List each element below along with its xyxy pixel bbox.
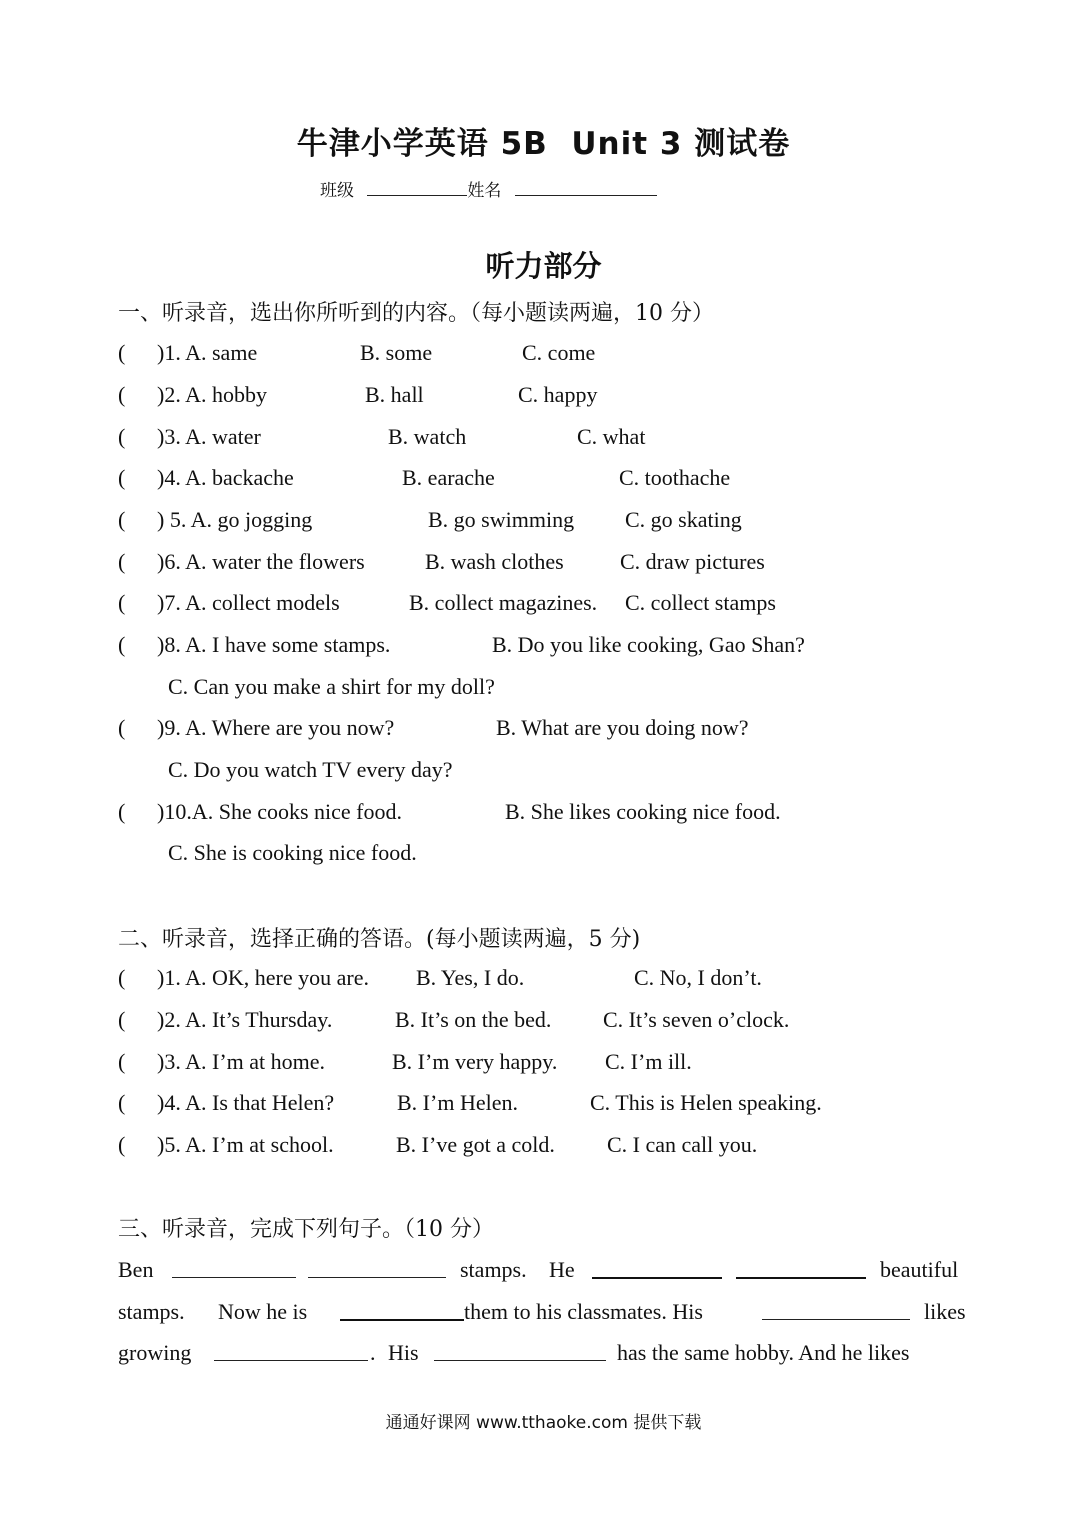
option-b: B. What are you doing now?	[496, 715, 749, 740]
option-c: C. toothache	[619, 465, 731, 490]
answer-paren[interactable]: (	[118, 715, 126, 740]
fill-text: Now he is	[218, 1299, 308, 1324]
fill-blank[interactable]	[340, 1299, 464, 1327]
fill-blank[interactable]	[736, 1257, 866, 1285]
answer-paren[interactable]: (	[118, 632, 126, 657]
option-a: )3. A. water	[157, 424, 261, 449]
answer-paren[interactable]: (	[118, 424, 126, 449]
option-b: B. Yes, I do.	[416, 965, 525, 990]
answer-paren[interactable]: (	[118, 549, 126, 574]
question-row-continued	[0, 840, 1087, 876]
option-b: B. some	[360, 340, 433, 365]
question-row	[0, 1007, 1087, 1043]
option-b: B. earache	[402, 465, 495, 490]
class-label: 班级	[320, 181, 354, 201]
option-c: C. Can you make a shirt for my doll?	[168, 674, 495, 699]
fill-blank[interactable]	[172, 1257, 296, 1284]
option-a: )8. A. I have some stamps.	[157, 632, 391, 657]
fill-text: beautiful	[880, 1257, 959, 1282]
fill-text: Ben	[118, 1257, 154, 1282]
option-b: B. collect magazines.	[409, 590, 598, 615]
fill-text: likes	[924, 1299, 966, 1324]
option-a: )2. A. hobby	[157, 382, 267, 407]
option-a: )2. A. It’s Thursday.	[157, 1007, 333, 1032]
option-a: ) 5. A. go jogging	[157, 507, 313, 532]
section1-instruction: 一、听录音，选出你所听到的内容。（每小题读两遍，10 分）	[118, 301, 714, 326]
fill-text: growing	[118, 1340, 192, 1365]
answer-paren[interactable]: (	[118, 465, 126, 490]
option-b: B. go swimming	[428, 507, 575, 532]
option-c: C. go skating	[625, 507, 742, 532]
option-b: B. I’m Helen.	[397, 1090, 518, 1115]
option-c: C. She is cooking nice food.	[168, 840, 417, 865]
question-row	[0, 340, 1087, 376]
question-row	[0, 1090, 1087, 1126]
answer-paren[interactable]: (	[118, 590, 126, 615]
question-row	[0, 549, 1087, 585]
question-row	[0, 1049, 1087, 1085]
question-row	[0, 632, 1087, 668]
option-b: B. I’ve got a cold.	[396, 1132, 555, 1157]
question-row	[0, 424, 1087, 460]
fill-text: has the same hobby. And he likes	[617, 1340, 910, 1365]
fill-blank[interactable]	[214, 1340, 368, 1367]
option-c: C. No, I don’t.	[634, 965, 762, 990]
question-row	[0, 382, 1087, 418]
option-c: C. collect stamps	[625, 590, 776, 615]
page-footer: 通通好课网 www.tthaoke.com 提供下载	[385, 1413, 702, 1433]
question-row	[0, 965, 1087, 1001]
answer-paren[interactable]: (	[118, 507, 126, 532]
option-c: C. Do you watch TV every day?	[168, 757, 453, 782]
option-a: )1. A. OK, here you are.	[157, 965, 369, 990]
question-row	[0, 465, 1087, 501]
section2-instruction: 二、听录音，选择正确的答语。(每小题读两遍，5 分)	[118, 927, 641, 952]
fill-blank[interactable]	[434, 1340, 606, 1367]
option-b: B. watch	[388, 424, 467, 449]
answer-paren[interactable]: (	[118, 1007, 126, 1032]
fill-text: stamps.	[460, 1257, 527, 1282]
fill-text: stamps.	[118, 1299, 185, 1324]
option-c: C. I’m ill.	[605, 1049, 692, 1074]
option-a: )7. A. collect models	[157, 590, 340, 615]
option-c: C. This is Helen speaking.	[590, 1090, 822, 1115]
option-b: B. I’m very happy.	[392, 1049, 558, 1074]
answer-paren[interactable]: (	[118, 965, 126, 990]
option-b: B. wash clothes	[425, 549, 564, 574]
option-b: B. She likes cooking nice food.	[505, 799, 781, 824]
name-blank[interactable]	[515, 181, 657, 196]
option-b: B. Do you like cooking, Gao Shan?	[492, 632, 805, 657]
option-b: B. It’s on the bed.	[395, 1007, 552, 1032]
fill-blank[interactable]	[762, 1299, 910, 1326]
fill-blank[interactable]	[592, 1257, 722, 1285]
question-row	[0, 507, 1087, 543]
answer-paren[interactable]: (	[118, 382, 126, 407]
fill-text: them to his classmates. His	[464, 1299, 703, 1324]
option-b: B. hall	[365, 382, 424, 407]
answer-paren[interactable]: (	[118, 799, 126, 824]
class-blank[interactable]	[367, 181, 467, 196]
question-row	[0, 1132, 1087, 1168]
fill-blank[interactable]	[308, 1257, 446, 1284]
question-row	[0, 799, 1087, 835]
option-a: )4. A. Is that Helen?	[157, 1090, 335, 1115]
option-a: )9. A. Where are you now?	[157, 715, 395, 740]
answer-paren[interactable]: (	[118, 1049, 126, 1074]
answer-paren[interactable]: (	[118, 340, 126, 365]
fill-text: He	[549, 1257, 575, 1282]
fill-text: .	[370, 1340, 376, 1365]
answer-paren[interactable]: (	[118, 1132, 126, 1157]
option-a: )3. A. I’m at home.	[157, 1049, 326, 1074]
option-c: C. happy	[518, 382, 598, 407]
section-heading: 听力部分	[485, 249, 602, 283]
option-a: )4. A. backache	[157, 465, 294, 490]
option-c: C. draw pictures	[620, 549, 765, 574]
option-a: )6. A. water the flowers	[157, 549, 365, 574]
option-a: )10.A. She cooks nice food.	[157, 799, 403, 824]
question-row-continued	[0, 674, 1087, 710]
option-c: C. come	[522, 340, 596, 365]
fill-text: His	[388, 1340, 419, 1365]
page-title: 牛津小学英语 5B Unit 3 测试卷	[296, 126, 791, 162]
option-c: C. It’s seven o’clock.	[603, 1007, 790, 1032]
student-info-line	[320, 176, 657, 201]
question-row	[0, 590, 1087, 626]
option-c: C. what	[577, 424, 646, 449]
option-a: )1. A. same	[157, 340, 258, 365]
question-row	[0, 715, 1087, 751]
option-a: )5. A. I’m at school.	[157, 1132, 334, 1157]
question-row-continued	[0, 757, 1087, 793]
option-c: C. I can call you.	[607, 1132, 758, 1157]
answer-paren[interactable]: (	[118, 1090, 126, 1115]
section3-instruction: 三、听录音，完成下列句子。（10 分）	[118, 1217, 494, 1242]
name-label: 姓名	[467, 181, 502, 201]
